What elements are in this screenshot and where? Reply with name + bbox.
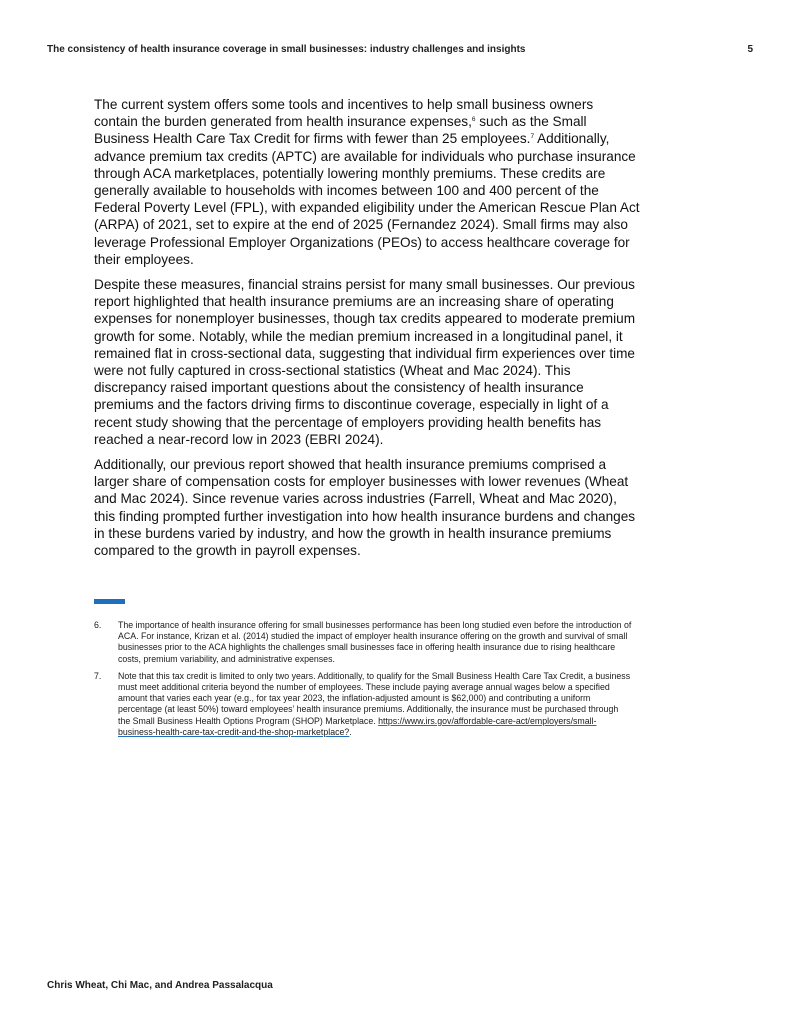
footnote-text [118,671,632,738]
irs-shop-link[interactable]: https://www.irs.gov/affordable-care-act/employers/small-business-health-care-tax-credit-and-the-shop-marketplace? [118,715,597,737]
footnote-7 [94,671,632,738]
footnote-number: 6. [94,620,102,630]
footnotes [94,620,632,744]
paragraph-1 [94,96,640,268]
paragraph-3: Additionally, our previous report showed that health insurance premiums comprised a larger share of compensation costs for employer businesses with lower revenues (Wheat and Mac 2024). Since revenue varies across industries (Farrell, Wheat and Mac 2020), this finding prompted further investigation into how health insurance burdens and changes in these burdens varied by industry, and how the growth in health insurance premiums compared to the growth in payroll expenses. [94,457,636,559]
footnote-number: 7. [94,670,102,681]
footnote-ref-7[interactable]: 7 [530,133,535,141]
paragraph-1-part-a: The current system offers some tools and incentives to help small business owners contain the burden generated from health insurance expenses, [94,97,594,130]
footnote-ref-6[interactable]: 6 [471,116,476,124]
footer-authors: Chris Wheat, Chi Mac, and Andrea Passalacqua [47,980,273,991]
footnote-6 [94,620,632,665]
paragraph-1-part-c: Additionally, advance premium tax credits (APTC) are available for individuals who purchase insurance through ACA marketplaces, potentially lowering monthly premiums. These credits are generally available to households with incomes between 100 and 400 percent of the Federal Poverty Level (FPL), with expanded eligibility under the American Rescue Plan Act (ARPA) of 2021, set to expire at the end of 2025 (Fernandez 2024). Small firms may also leverage Professional Employer Organizations (PEOs) to access healthcare coverage for their employees. [94,131,640,267]
footnote-text: The importance of health insurance offering for small businesses performance has been long studied even before the introduction of ACA. For instance, Krizan et al. (2014) studied the impact of employer health insurance offering on the growth and survival of small businesses prior to the ACA highlights the challenges small businesses face in offering health insurance due to rising healthcare costs, premium variability, and administrative expenses. [118,620,632,664]
body-text [94,96,640,567]
running-header [47,44,753,55]
footnote-divider [94,599,125,604]
page-number: 5 [747,44,753,55]
footnote-tail: . [349,726,352,737]
report-title: The consistency of health insurance coverage in small businesses: industry challenges and insights [47,44,526,55]
paragraph-2: Despite these measures, financial strains persist for many small businesses. Our previous report highlighted that health insurance premiums are an increasing share of operating expenses for nonemployer businesses, though tax credits appeared to moderate premium growth for some. Notably, while the median premium increased in a longitudinal panel, it remained flat in cross-sectional data, suggesting that individual firm experiences over time were not fully captured in cross-sectional statistics (Wheat and Mac 2024). This discrepancy raised important questions about the consistency of health insurance premiums and the factors driving firms to discontinue coverage, especially in light of a recent study showing that the percentage of employers providing health benefits has reached a near-record low in 2023 (EBRI 2024). [94,277,636,447]
footnote-body: Note that this tax credit is limited to only two years. Additionally, to qualify for the Small Business Health Care Tax Credit, a business must meet additional criteria beyond the number of employees. These include paying average annual wages below a specified amount that varies each year (e.g., for tax year 2023, the inflation-adjusted amount is $62,000) and contributing a uniform percentage (at least 50%) toward employees’ health insurance premiums. Additionally, the insurance must be purchased through the Small Business Health Options Program (SHOP) Marketplace. [118,670,631,726]
paragraph-1-part-b: such as the Small Business Health Care Tax Credit for firms with fewer than 25 employees. [94,114,587,147]
